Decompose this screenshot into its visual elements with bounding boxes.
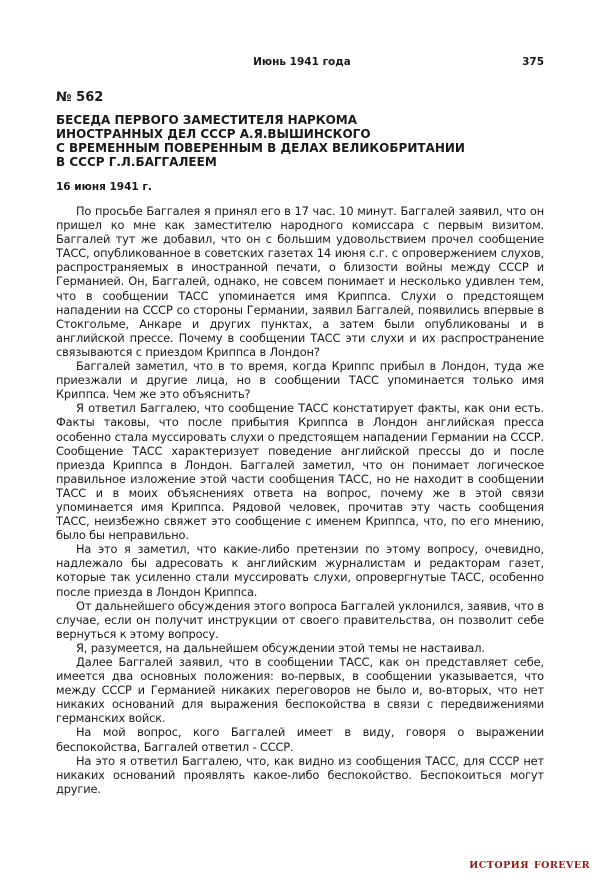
body-paragraph: На это я заметил, что какие-либо претензии по этому вопросу, очевидно, надлежало бы адресовать к английским журналистам и редакторам газет, которые так усиленно стали муссировать слухи, опровергнутые ТАСС, особенно после приезда в Лондон Криппса. bbox=[56, 542, 544, 599]
running-head-title: Июнь 1941 года bbox=[253, 56, 351, 68]
heading-line: С ВРЕМЕННЫМ ПОВЕРЕННЫМ В ДЕЛАХ ВЕЛИКОБРИТАНИИ bbox=[56, 141, 465, 155]
body-paragraph: Я ответил Баггалею, что сообщение ТАСС констатирует факты, как они есть. Факты таковы, что после прибытия Криппса в Лондон английская пресса особенно стала муссировать слухи о предстоящем нападении Германии на СССР. Сообщение ТАСС характеризует поведение английской прессы до и после приезда Криппса в Лондон. Баггалей заметил, что он понимает логическое правильное изложение этой части сообщения ТАСС, но не находит в сообщении ТАСС и в моих объяснениях ответа на вопрос, почему же в этой связи упоминается имя Криппса. Рядовой человек, прочитав эту часть сообщения ТАСС, неизбежно свяжет это сообщение с именем Криппса, что, по его мнению, было бы неправильно. bbox=[56, 401, 544, 543]
watermark-word-2: FOREVER bbox=[533, 860, 590, 871]
body-paragraph: От дальнейшего обсуждения этого вопроса Баггалей уклонился, заявив, что в случае, если он получит инструкции от своего правительства, он позволит себе вернуться к этому вопросу. bbox=[56, 598, 544, 641]
body-paragraph: Баггалей заметил, что в то время, когда Криппс прибыл в Лондон, туда же приезжали и другие лица, но в сообщении ТАСС упоминается только имя Криппса. Чем же это объяснить? bbox=[56, 359, 544, 402]
heading-line: ИНОСТРАННЫХ ДЕЛ СССР А.Я.ВЫШИНСКОГО bbox=[56, 127, 371, 141]
body-paragraph: На это я ответил Баггалею, что, как видно из сообщения ТАСС, для СССР нет никаких оснований проявлять какое-либо беспокойство. Беспокоиться могут другие. bbox=[56, 753, 544, 796]
body-paragraph: Далее Баггалей заявил, что в сообщении ТАСС, как он представляет себе, имеется два основных положения: во-первых, в сообщении указывается, что между СССР и Германией никаких переговоров не было и, во-вторых, что нет никаких оснований для выражения беспокойства в связи с передвижениями германских войск. bbox=[56, 655, 544, 726]
watermark-word-1: ИСТОРИЯ bbox=[469, 860, 530, 871]
watermark bbox=[469, 857, 590, 871]
document-date: 16 июня 1941 г. bbox=[56, 181, 152, 193]
page-number: 375 bbox=[522, 56, 544, 68]
document-body bbox=[56, 204, 544, 796]
body-paragraph: По просьбе Баггалея я принял его в 17 час. 10 минут. Баггалей заявил, что он пришел ко мне как заместителю народного комиссара с первым визитом. Баггалей тут же добавил, что он с большим удовольствием прочел сообщение ТАСС, опубликованное в советских газетах 14 июня с.г. с опровержением слухов, распространяемых в иностранной печати, о близости войны между СССР и Германией. Он, Баггалей, однако, не совсем понимает и несколько удивлен тем, что в сообщении ТАСС упоминается имя Криппса. Слухи о предстоящем нападении на СССР со стороны Германии, заявил Баггалей, появились впервые в Стокгольме, Анкаре и других пунктах, а затем были опубликованы и в английской прессе. Почему в сообщении ТАСС эти слухи и их распространение связываются с приездом Криппса в Лондон? bbox=[56, 204, 544, 359]
body-paragraph: Я, разумеется, на дальнейшем обсуждении этой темы не настаивал. bbox=[76, 640, 485, 655]
heading-line: БЕСЕДА ПЕРВОГО ЗАМЕСТИТЕЛЯ НАРКОМА bbox=[56, 113, 358, 127]
running-head bbox=[60, 56, 544, 70]
body-paragraph: На мой вопрос, кого Баггалей имеет в виду, говоря о выражении беспокойства, Баггалей ответил - СССР. bbox=[56, 725, 544, 754]
document-number: № 562 bbox=[56, 90, 104, 105]
heading-line: В СССР Г.Л.БАГГАЛЕЕМ bbox=[56, 155, 217, 169]
document-heading bbox=[56, 113, 546, 169]
